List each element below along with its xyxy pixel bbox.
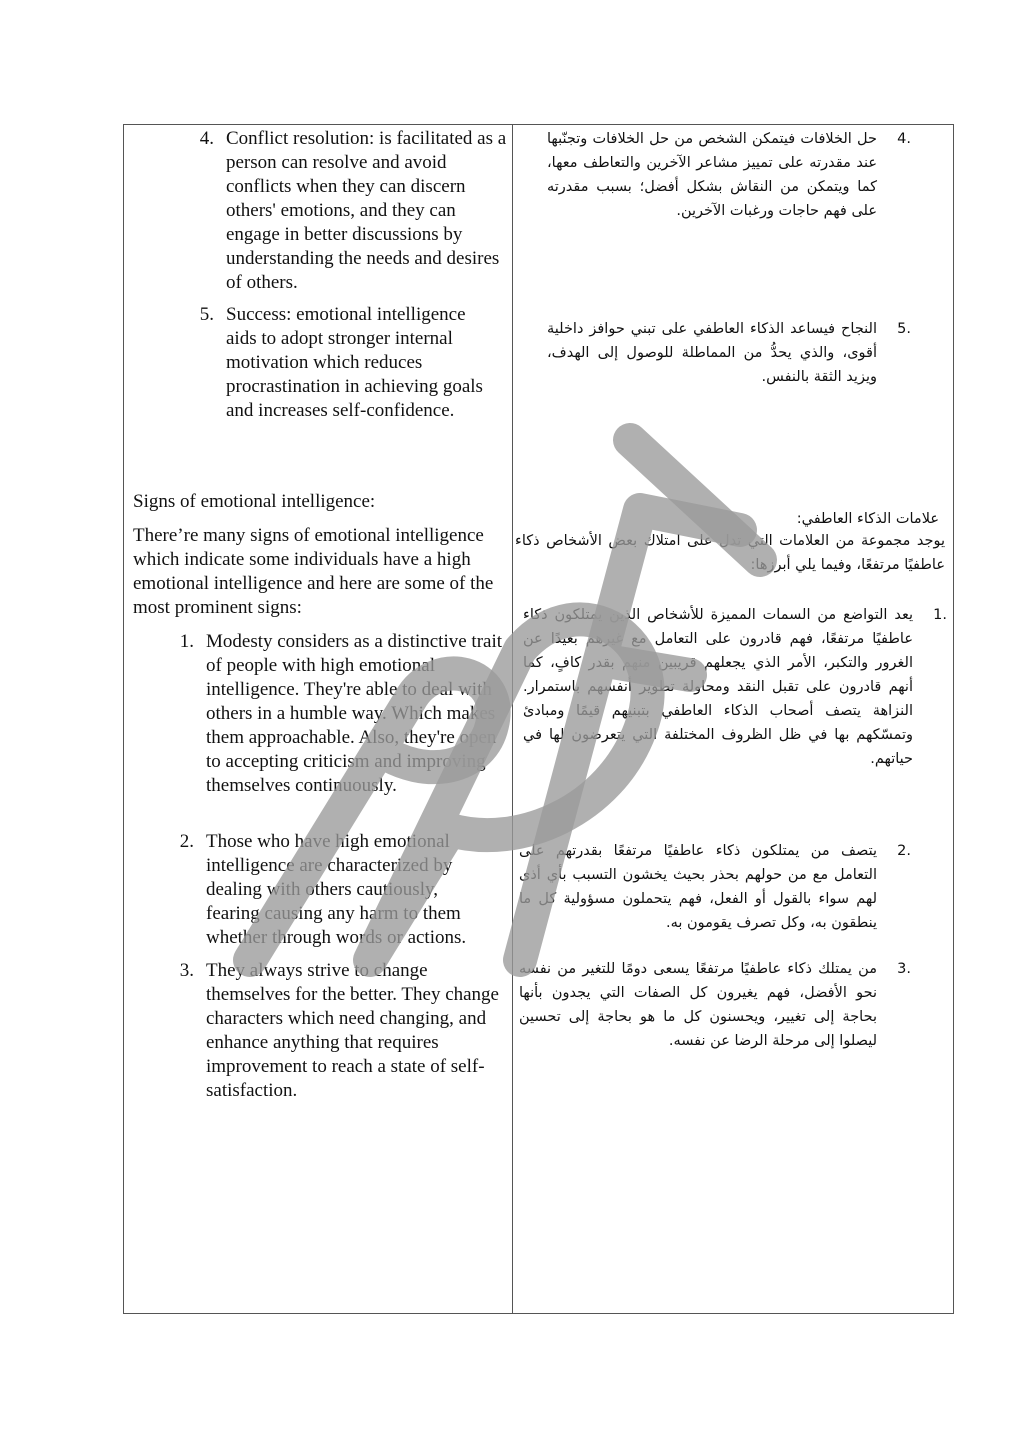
arabic-column xyxy=(513,125,953,1313)
en-item-number: 3. xyxy=(179,960,194,981)
en-item-number: 4. xyxy=(199,128,214,149)
en-signs-intro: There’re many signs of emotional intelligence which indicate some individuals have a high emotional intelligence and here are some of the most prominent signs: xyxy=(133,525,494,618)
en-item-text: Those who have high emotional intelligence are characterized by dealing with others cautiously, fearing causing any harm to them whether through words or actions. xyxy=(206,831,467,948)
bilingual-table xyxy=(123,124,954,1314)
en-item-text: Modesty considers as a distinctive trait of people with high emotional intelligence. They're able to deal with others in a humble way. Which makes them approachable. Also, they're open to accepting criticism and improving themselves continuously. xyxy=(206,631,503,796)
en-item-text: Success: emotional intelligence aids to adopt stronger internal motivation which reduces procrastination in achieving goals and increases self-confidence. xyxy=(226,304,483,421)
en-item-number: 1. xyxy=(179,631,194,652)
en-item-number: 2. xyxy=(179,831,194,852)
ar-item-text: حل الخلافات فيتمكن الشخص من حل الخلافات وتجنّبها عند مقدرته على تمييز مشاعر الآخرين والتعاطف معها، كما ويتمكن من النقاش بشكل أفضل؛ بسبب مقدرته على فهم حاجات ورغبات الآخرين. xyxy=(547,131,877,219)
ar-item-number: .3 xyxy=(897,961,911,977)
ar-item-text: من يمتلك ذكاء عاطفيًا مرتفعًا يسعى دومًا للتغير من نفسه نحو الأفضل، فهم يغيرون كل الصفات التي يجدون بأنها بحاجة إلى تغيير، ويحسنون كل ما هو بحاجة إلى تحسين ليصلوا إلى مرحلة الرضا عن نفسه. xyxy=(519,961,877,1049)
ar-item-number: .1 xyxy=(933,607,947,623)
ar-item-number: .5 xyxy=(897,321,911,337)
ar-item-number: .4 xyxy=(897,131,911,147)
ar-signs-heading: علامات الذكاء العاطفي: xyxy=(796,511,939,527)
en-item-number: 5. xyxy=(199,304,214,325)
en-item-text: Conflict resolution: is facilitated as a person can resolve and avoid conflicts when they can discern others' emotions, and they can engage in better discussions by understanding the needs and desires of others. xyxy=(226,128,507,293)
ar-item-text: النجاح فيساعد الذكاء العاطفي على تبني حوافز داخلية أقوى، والذي يحدُّ من المماطلة للوصول إلى الهدف، ويزيد الثقة بالنفس. xyxy=(547,321,877,385)
en-signs-heading: Signs of emotional intelligence: xyxy=(133,491,376,512)
en-item-text: They always strive to change themselves for the better. They change characters which need changing, and enhance anything that requires improvement to reach a state of self-satisfaction. xyxy=(206,960,499,1101)
ar-signs-intro: يوجد مجموعة من العلامات التي تدل على امتلاك بعض الأشخاص ذكاء عاطفيًا مرتفعًا، وفيما يلي أبرزها: xyxy=(515,533,945,573)
ar-item-text: يعد التواضع من السمات المميزة للأشخاص الذين يمتلكون ذكاء عاطفيًا مرتفعًا، فهم قادرون على التعامل مع غيرهم بعيدًا عن الغرور والتكبر، الأمر الذي يجعلهم قريبين منهم بقدر كافٍ، كما أنهم قادرون على تقبل النقد ومحاولة تطوير أنفسهم باستمرار. النزاهة يتصف أصحاب الذكاء العاطفي بتبنيهم قيمًا ومبادئ وتمسّكهم بها في ظل الظروف المختلفة التي يتعرضون لها في حياتهم. xyxy=(523,607,913,767)
english-column xyxy=(124,125,512,1313)
ar-item-number: .2 xyxy=(897,843,911,859)
ar-item-text: يتصف من يمتلكون ذكاء عاطفيًا مرتفعًا بقدرتهم على التعامل مع من حولهم بحذر بحيث يخشون التسبب بأي أذى لهم سواء بالقول أو الفعل، فهم يتحملون مسؤولية كل ما ينطقون به، وكل تصرف يقومون به. xyxy=(519,843,877,931)
